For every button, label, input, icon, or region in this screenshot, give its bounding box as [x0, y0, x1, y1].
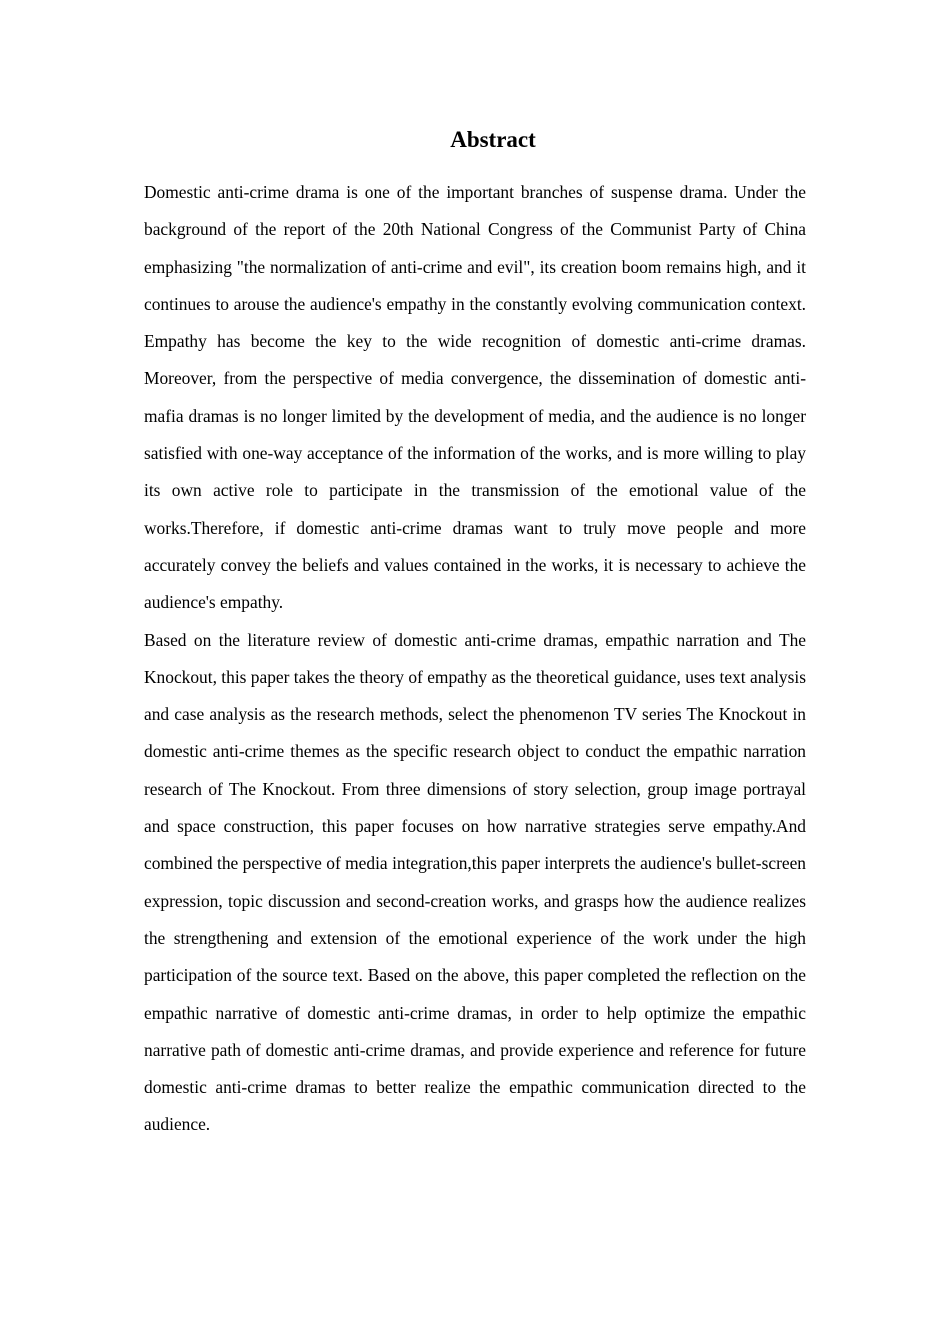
abstract-title: Abstract	[450, 127, 536, 152]
abstract-body	[144, 174, 806, 1144]
abstract-paragraph-2: Based on the literature review of domestic anti-crime dramas, empathic narration and The Knockout, this paper takes the theory of empathy as the theoretical guidance, uses text analysis and case analysis as the research methods, select the phenomenon TV series The Knockout in domestic anti-crime themes as the specific research object to conduct the empathic narration research of The Knockout. From three dimensions of story selection, group image portrayal and space construction, this paper focuses on how narrative strategies serve empathy.And combined the perspective of media integration,this paper interprets the audience's bullet-screen expression, topic discussion and second-creation works, and grasps how the audience realizes the strengthening and extension of the emotional experience of the work under the high participation of the source text. Based on the above, this paper completed the reflection on the empathic narrative of domestic anti-crime dramas, in order to help optimize the empathic narrative path of domestic anti-crime dramas, and provide experience and reference for future domestic anti-crime dramas to better realize the empathic communication directed to the audience.	[144, 629, 806, 1135]
abstract-paragraph-1: Domestic anti-crime drama is one of the important branches of suspense drama. Under the background of the report of the 20th National Congress of the Communist Party of China emphasizing "the normalization of anti-crime and evil", its creation boom remains high, and it continues to arouse the audience's empathy in the constantly evolving communication context. Empathy has become the key to the wide recognition of domestic anti-crime dramas. Moreover, from the perspective of media convergence, the dissemination of domestic anti-mafia dramas is no longer limited by the development of media, and the audience is no longer satisfied with one-way acceptance of the information of the works, and is more willing to play its own active role to participate in the transmission of the emotional value of the works.Therefore, if domestic anti-crime dramas want to truly move people and more accurately convey the beliefs and values contained in the works, it is necessary to achieve the audience's empathy.	[144, 182, 806, 613]
